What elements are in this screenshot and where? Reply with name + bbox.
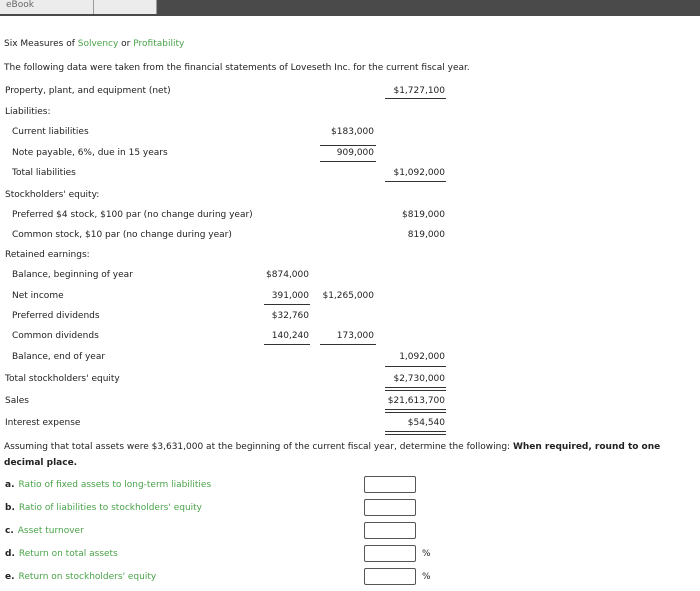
question-letter: c. xyxy=(5,526,14,536)
answer-input-b[interactable] xyxy=(364,499,416,516)
row-value: $54,540 xyxy=(407,418,445,428)
row-label: Balance, end of year xyxy=(12,352,106,362)
tab-ebook-label: eBook xyxy=(6,0,34,10)
underline xyxy=(385,181,446,182)
underline xyxy=(320,344,376,345)
row-value: $32,760 xyxy=(271,311,309,321)
row-label: Total stockholders' equity xyxy=(5,374,120,384)
question-b xyxy=(5,503,202,513)
row-label: Common dividends xyxy=(12,331,99,341)
row-value: $2,730,000 xyxy=(393,374,445,384)
percent-suffix: % xyxy=(422,572,431,582)
tab-blank[interactable] xyxy=(94,0,157,14)
underline xyxy=(385,98,446,99)
page-title xyxy=(4,38,184,50)
row-label: Current liabilities xyxy=(12,127,89,137)
question-letter: a. xyxy=(5,480,15,490)
row-value: $183,000 xyxy=(331,127,374,137)
percent-suffix: % xyxy=(422,549,431,559)
assumption-body: Assuming that total assets were $3,631,000 at the beginning of the current fiscal year, determine the following: xyxy=(4,442,513,452)
row-value: $1,092,000 xyxy=(393,168,445,178)
underline xyxy=(264,304,310,305)
row-label: Preferred $4 stock, $100 par (no change during year) xyxy=(12,210,253,220)
row-label: Note payable, 6%, due in 15 years xyxy=(12,148,168,158)
question-letter: b. xyxy=(5,503,15,513)
row-value: $874,000 xyxy=(266,270,309,280)
row-label: Stockholders' equity: xyxy=(5,190,100,200)
row-value: $1,727,100 xyxy=(393,86,445,96)
double-underline xyxy=(385,431,446,435)
row-label: Common stock, $10 par (no change during year) xyxy=(12,230,232,240)
row-label: Net income xyxy=(12,291,64,301)
profitability-link[interactable]: Profitability xyxy=(133,39,185,49)
row-label: Interest expense xyxy=(5,418,81,428)
row-value: $21,613,700 xyxy=(387,396,445,406)
question-a xyxy=(5,480,211,490)
question-letter: e. xyxy=(5,572,15,582)
question-text[interactable]: Ratio of liabilities to stockholders' equity xyxy=(18,503,202,513)
row-label: Balance, beginning of year xyxy=(12,270,133,280)
intro-text: The following data were taken from the financial statements of Loveseth Inc. for the current fiscal year. xyxy=(4,63,470,73)
row-value: 819,000 xyxy=(407,230,445,240)
underline xyxy=(320,161,376,162)
row-label: Preferred dividends xyxy=(12,311,100,321)
question-c xyxy=(5,526,84,536)
underline xyxy=(320,145,376,146)
question-text[interactable]: Ratio of fixed assets to long-term liabilities xyxy=(18,480,212,490)
row-value: 1,092,000 xyxy=(399,352,445,362)
row-value: $819,000 xyxy=(402,210,445,220)
top-bar xyxy=(0,0,700,16)
underline xyxy=(264,344,310,345)
question-d xyxy=(5,549,118,559)
double-underline xyxy=(385,409,446,413)
question-e xyxy=(5,572,156,582)
row-label: Retained earnings: xyxy=(5,250,90,260)
row-label: Sales xyxy=(5,396,29,406)
question-text[interactable]: Asset turnover xyxy=(17,526,84,536)
question-text[interactable]: Return on stockholders' equity xyxy=(18,572,157,582)
assumption-bold: When required, round to one decimal place. xyxy=(4,442,661,468)
answer-input-a[interactable] xyxy=(364,476,416,493)
solvency-link[interactable]: Solvency xyxy=(77,39,119,49)
row-label: Total liabilities xyxy=(12,168,76,178)
underline xyxy=(385,366,446,367)
row-value: 909,000 xyxy=(336,148,374,158)
answer-input-e[interactable] xyxy=(364,568,416,585)
title-prefix: Six Measures of xyxy=(4,39,78,49)
answer-input-c[interactable] xyxy=(364,522,416,539)
row-label: Liabilities: xyxy=(5,107,51,117)
title-mid: or xyxy=(118,39,134,49)
row-value: 173,000 xyxy=(336,331,374,341)
double-underline xyxy=(385,387,446,391)
tab-ebook[interactable] xyxy=(0,0,94,14)
assumption-text xyxy=(4,439,696,471)
answer-input-d[interactable] xyxy=(364,545,416,562)
row-value: 391,000 xyxy=(271,291,309,301)
row-value: $1,265,000 xyxy=(322,291,374,301)
question-text[interactable]: Return on total assets xyxy=(18,549,118,559)
row-label: Property, plant, and equipment (net) xyxy=(5,86,171,96)
row-value: 140,240 xyxy=(271,331,309,341)
question-letter: d. xyxy=(5,549,15,559)
